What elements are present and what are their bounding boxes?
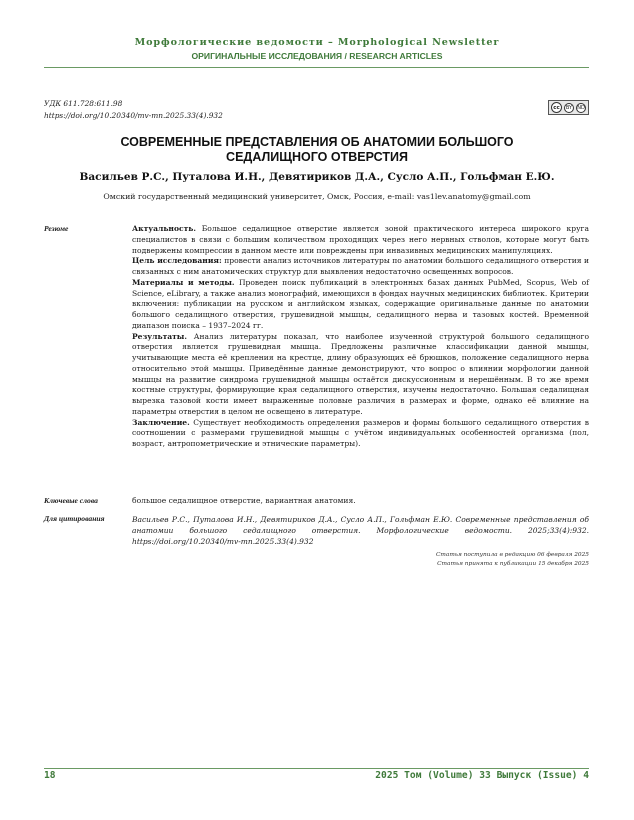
author-list: Васильев Р.С., Путалова И.Н., Девятириков Д.А., Сусло А.П., Гольфман Е.Ю. [79,171,555,183]
citation-label: Для цитирования [44,514,105,523]
footer-divider [44,768,589,769]
page-number: 18 [44,770,56,781]
abstract-results [132,332,589,418]
journal-title: Морфологические ведомости – Morphological Newsletter [134,37,500,48]
issue-info: 2025 Том (Volume) 33 Выпуск (Issue) 4 [375,770,589,781]
abstract-aim [132,256,589,278]
keywords-label: Ключевые слова [44,496,98,505]
by-icon: BY [565,104,573,111]
relevance-text: Большое седалищное отверстие является зоной практического интереса широкого круга специалистов в связи с большим количеством проходящих через него нервных стволов, которые могут быть подвержены компрессии в данном месте или повреждены при инвазивных медицинских манипуляциях. [132,224,589,255]
article-meta [44,98,223,122]
cc-icon: cc [551,102,562,113]
affiliation: Омский государственный медицинский университет, Омск, Россия, e-mail: vas1lev.anatomy@gmail.com [103,192,531,201]
cc-license-badge[interactable] [548,100,589,115]
abstract-conclusion [132,418,589,450]
citation-text: Васильев Р.С., Путалова И.Н., Девятириков Д.А., Сусло А.П., Гольфман Е.Ю. Современные представления об анатомии большого седалищного отверстия. Морфологические ведомости. 2025;33(4):932. https://doi.org/10.20340/mv-mn.2025.33(4).932 [132,515,589,546]
methods-heading: Материалы и методы. [132,277,235,287]
abstract-body [132,224,589,450]
title-line-2: СЕДАЛИЩНОГО ОТВЕРСТИЯ [226,150,408,164]
conclusion-text: Существует необходимость определения размеров и формы большого седалищного отверстия в соотношении с размерами грушевидной мышцы с учётом индивидуальных особенностей организма (пол, возраст, антропометрические и этнические параметры). [132,417,589,448]
accepted-date: Статья принята к публикации 15 декабря 2025 [437,561,589,567]
article-title [0,135,634,165]
results-text: Анализ литературы показал, что наиболее изученной структурой большого седалищного отверстия является грушевидная мышца. Предложены различные классификации данной мышцы, учитывающие места её крепления на крестце, длину образующих её брюшков, положение седалищного нерва относительно этой мышцы. Приведённые данные демонстрируют, что вопрос о влиянии морфологии данной мышцы на развитие синдрома грушевидной мышцы остаётся дискуссионным и нерешённым. В то же время костные структуры, формирующие края седалищного отверстия, изучены недостаточно. Большая седалищная вырезка тазовой кости имеет выраженные половые различия в размерах и форме, однако её влияние на параметры отверстия в целом не освещено в литературе. [132,331,589,416]
doi-link[interactable]: https://doi.org/10.20340/mv-mn.2025.33(4).932 [44,111,223,120]
nd-icon: ND [577,104,585,111]
relevance-heading: Актуальность. [132,224,197,233]
udc-code: УДК 611.728:611.98 [44,99,123,108]
title-line-1: СОВРЕМЕННЫЕ ПРЕДСТАВЛЕНИЯ ОБ АНАТОМИИ БОЛЬШОГО [120,135,514,149]
methods-text: Проведен поиск публикаций в электронных базах данных PubMed, Scopus, Web of Science, eLibrary, а также анализ монографий, имеющихся в фондах научных медицинских библиотек. Критерии включения: публикации на русском и английском языках, содержащие оригинальные данные по анатомии большого седалищного отверстия, грушевидной мышцы, седалищного нерва и тазовых костей. Временной диапазон поиска – 1937–2024 гг. [132,277,589,330]
keywords-text: большое седалищное отверстие, вариантная анатомия. [132,496,356,505]
aim-text: провести анализ источников литературы по анатомии большого седалищного отверстия и связанных с ним анатомических структур для выявления недостаточно освещенных вопросов. [132,256,589,276]
page-header [0,37,634,61]
aim-heading: Цель исследования: [132,256,222,266]
results-heading: Результаты. [132,331,188,341]
received-date: Статья поступила в редакцию 06 февраля 2025 [435,552,589,558]
section-label: ОРИГИНАЛЬНЫЕ ИССЛЕДОВАНИЯ / RESEARCH ARTICLES [191,51,443,61]
abstract-relevance [132,224,589,256]
conclusion-heading: Заключение. [132,417,190,427]
submission-dates [300,551,589,569]
header-divider [44,67,589,68]
abstract-methods [132,278,589,332]
abstract-label: Резюме [44,224,69,233]
